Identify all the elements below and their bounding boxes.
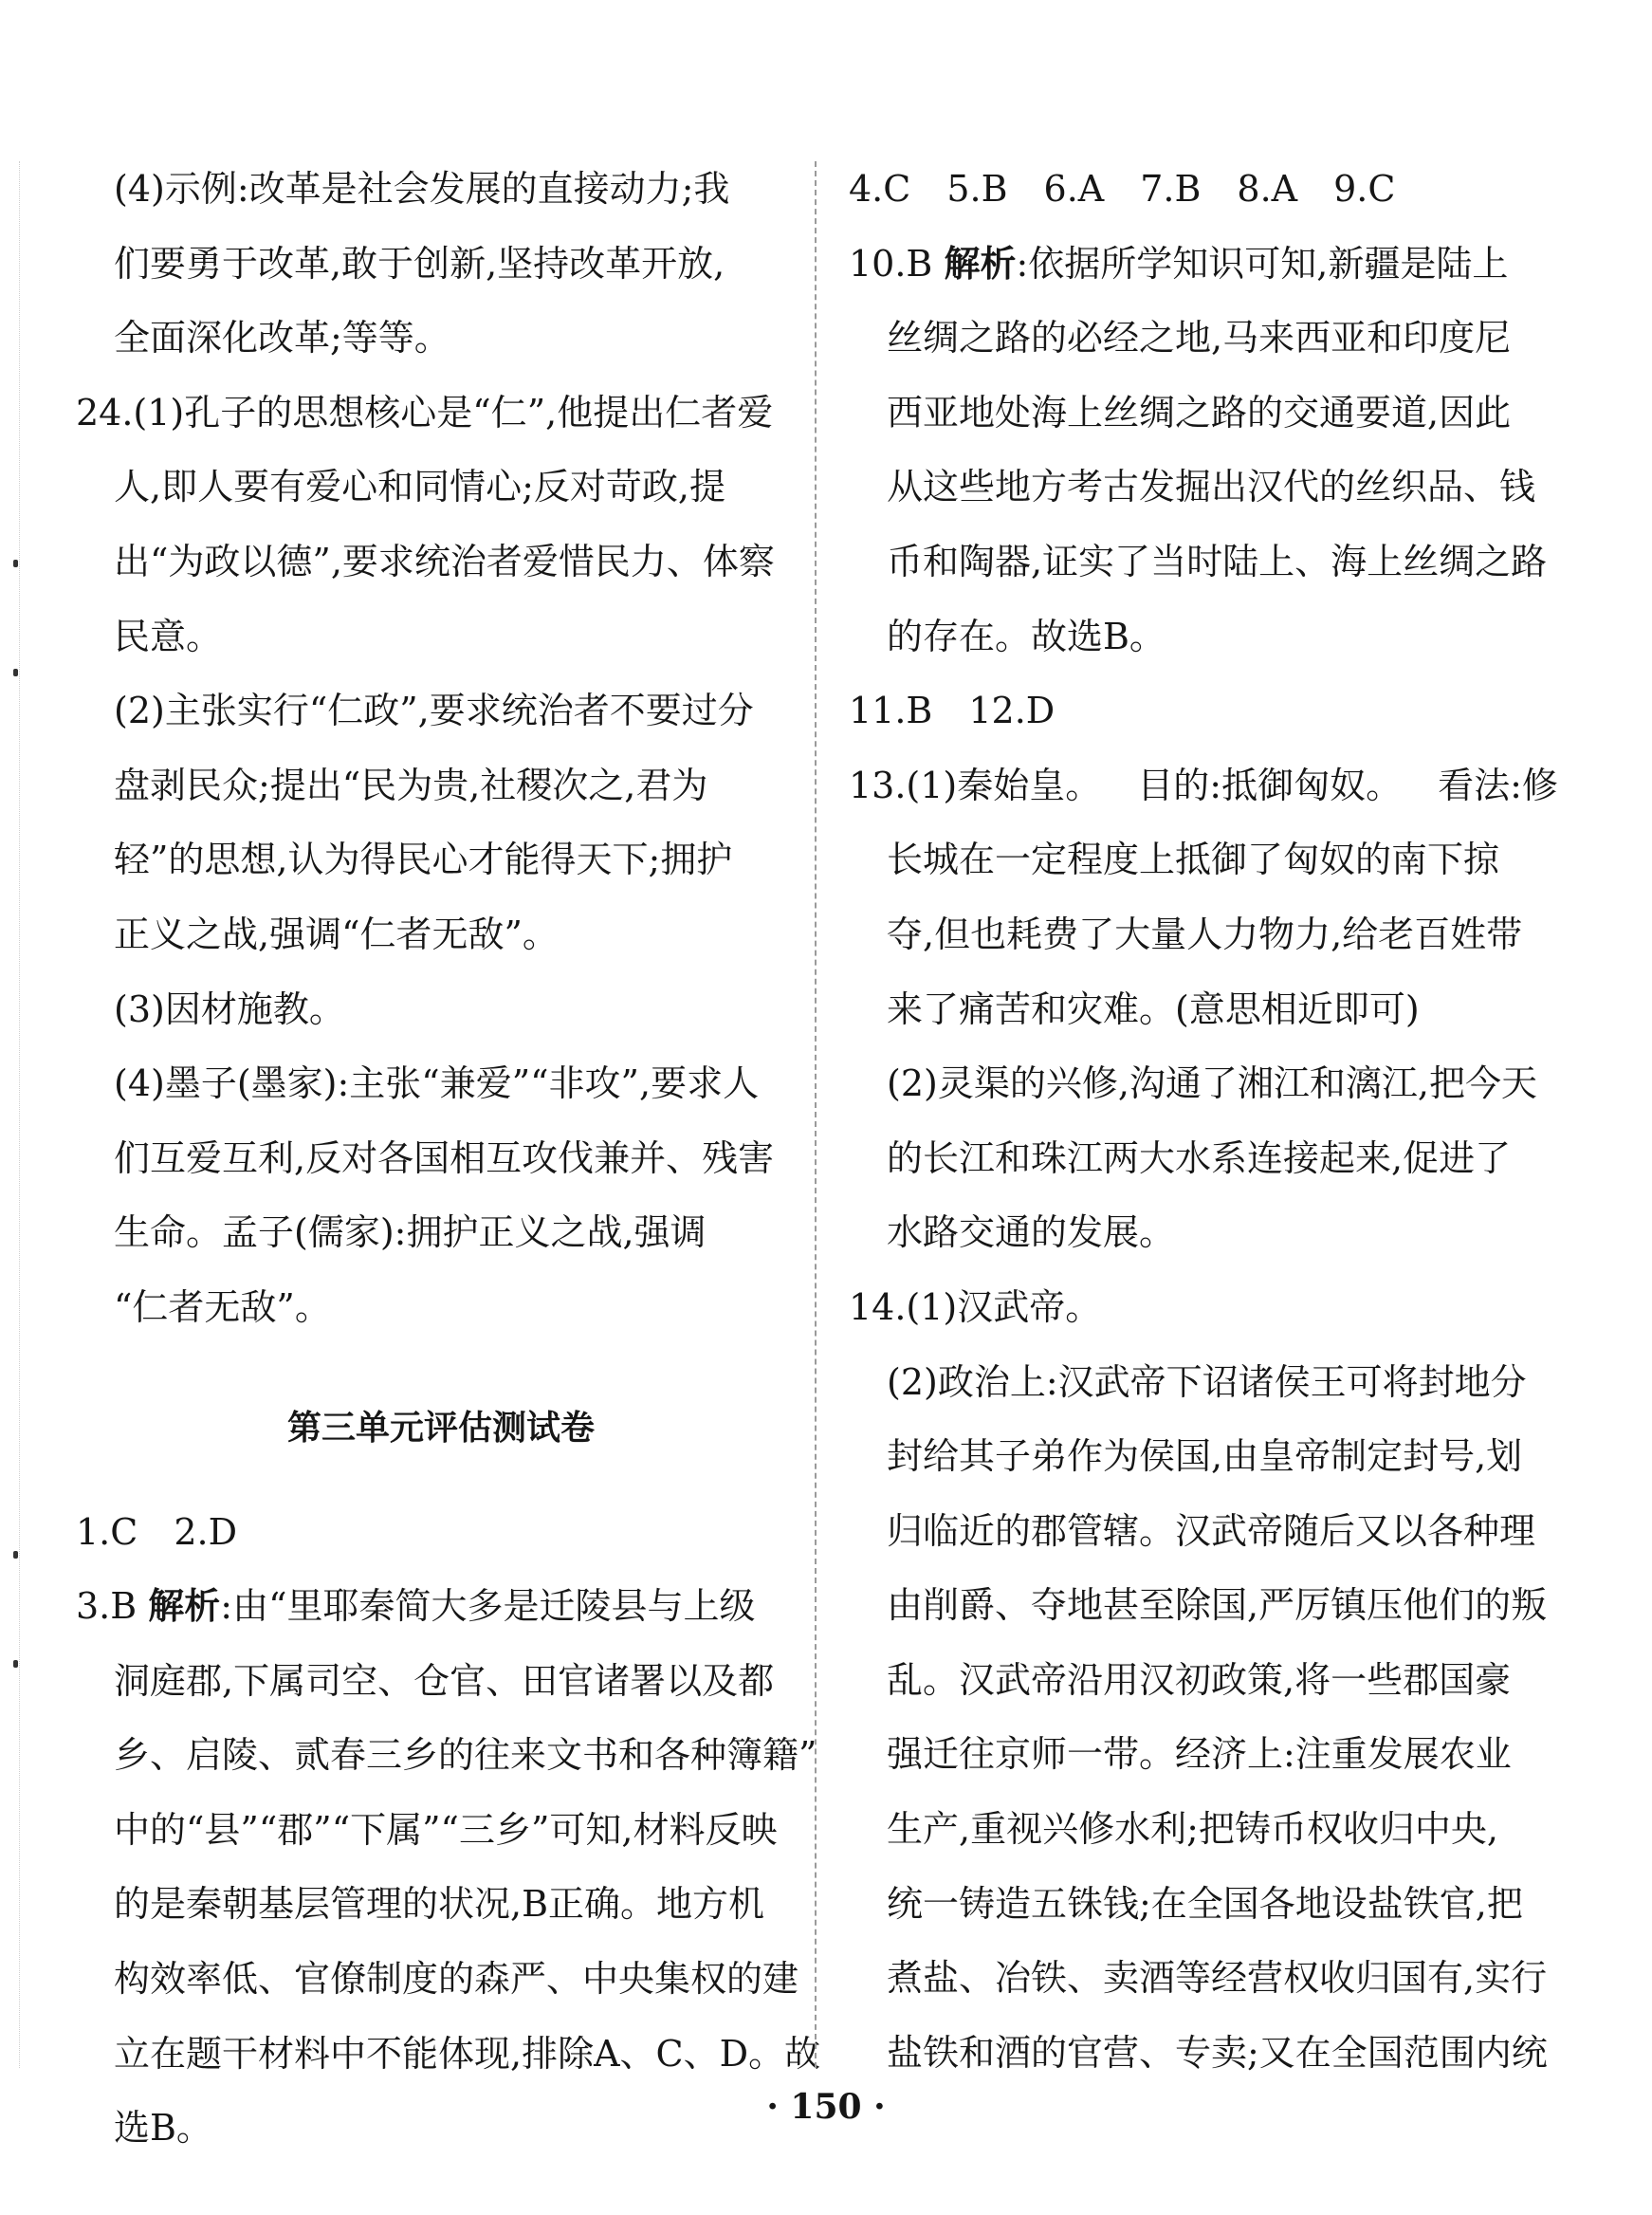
text-line — [849, 301, 1588, 376]
text-line — [849, 227, 1588, 302]
text-line — [849, 525, 1588, 600]
right-column — [849, 152, 1588, 2090]
text-line: 人,即人要有爱心和同情心;反对苛政,提 — [114, 466, 725, 508]
margin-rule — [19, 161, 20, 2068]
text-run: 由削爵、夺地甚至除国,严厉镇压他们的叛 — [887, 1584, 1548, 1627]
text-run: 长城在一定程度上抵御了匈奴的南下掠 — [887, 839, 1500, 881]
text-line — [849, 822, 1588, 897]
text-run: (2)政治上:汉武帝下诏诸侯王可将封地分 — [887, 1360, 1527, 1403]
analysis-label: 解析 — [148, 1585, 221, 1628]
text-line: 盘剥民众;提出“民为贵,社稷次之,君为 — [114, 764, 708, 806]
text-line — [76, 2017, 821, 2092]
text-line: 24.(1)孔子的思想核心是“仁”,他提出仁者爱 — [76, 391, 774, 434]
text-line: (2)主张实行“仁政”,要求统治者不要过分 — [114, 690, 754, 732]
text-line: 轻”的思想,认为得民心才能得天下;拥护 — [114, 839, 733, 881]
text-line — [849, 376, 1588, 451]
text-run: 强迁往京师一带。经济上:注重发展农业 — [887, 1733, 1512, 1776]
text-run: :由“里耶秦简大多是迁陵县与上级 — [220, 1585, 756, 1628]
text-run: 6.A — [1043, 168, 1105, 210]
text-run: 的是秦朝基层管理的状况,B正确。地方机 — [114, 1883, 765, 1926]
text-line — [849, 1867, 1588, 1942]
text-line — [849, 450, 1588, 525]
text-line — [849, 600, 1588, 674]
text-line — [849, 1643, 1588, 1718]
text-line — [849, 152, 1588, 227]
text-line: 全面深化改革;等等。 — [114, 317, 450, 360]
text-run: 西亚地处海上丝绸之路的交通要道,因此 — [887, 391, 1512, 434]
text-run: 煮盐、冶铁、卖酒等经营权收归国有,实行 — [887, 1957, 1548, 2000]
text-run: 洞庭郡,下属司空、仓官、田官诸署以及都 — [114, 1659, 775, 1702]
column-divider — [815, 161, 817, 2068]
text-run: 目的:抵御匈奴。 — [1137, 764, 1403, 806]
text-run: 来了痛苦和灾难。(意思相近即可) — [887, 988, 1420, 1030]
text-run: 夺,但也耗费了大量人力物力,给老百姓带 — [887, 913, 1523, 955]
text-run: 13.(1)秦始皇。 — [849, 764, 1102, 806]
text-run: 2.D — [174, 1510, 238, 1553]
text-line — [849, 1941, 1588, 2016]
text-run: 12.D — [968, 690, 1055, 732]
text-run: 选B。 — [114, 2107, 212, 2150]
text-run: 4.C — [849, 168, 911, 210]
text-line: 们互爱互利,反对各国相互攻伐兼并、残害 — [114, 1136, 775, 1179]
binding-mark — [13, 1660, 18, 1668]
binding-mark — [13, 560, 18, 567]
text-run: 水路交通的发展。 — [887, 1211, 1176, 1254]
text-run: 11.B — [849, 690, 933, 732]
text-line — [76, 1867, 806, 1942]
text-line: (4)墨子(墨家):主张“兼爱”“非攻”,要求人 — [114, 1062, 760, 1105]
text-run: 乱。汉武帝沿用汉初政策,将一些郡国豪 — [887, 1658, 1512, 1701]
text-line — [849, 1717, 1588, 1792]
text-line — [849, 1568, 1588, 1643]
text-line — [849, 1419, 1588, 1494]
text-run: 币和陶器,证实了当时陆上、海上丝绸之路 — [887, 540, 1548, 582]
text-line — [849, 1121, 1588, 1196]
text-run: 丝绸之路的必经之地,马来西亚和印度尼 — [887, 317, 1512, 360]
text-line — [76, 1793, 806, 1868]
text-run: 生产,重视兴修水利;把铸币权收归中央, — [887, 1808, 1498, 1851]
left-column-lines — [76, 152, 806, 1345]
text-line — [76, 1495, 806, 1570]
text-run: 14.(1)汉武帝。 — [849, 1285, 1102, 1328]
text-run: 归临近的郡管辖。汉武帝随后又以各种理 — [887, 1509, 1536, 1552]
text-line: 出“为政以德”,要求统治者爱惜民力、体察 — [114, 540, 775, 582]
text-line — [849, 1046, 1588, 1121]
text-line — [849, 748, 1588, 823]
text-run: 的长江和珠江两大水系连接起来,促进了 — [887, 1136, 1512, 1179]
text-line — [849, 1270, 1588, 1345]
text-run: 立在题干材料中不能体现,排除A、C、D。故 — [114, 2032, 821, 2075]
text-run: (2)灵渠的兴修,沟通了湘江和漓江,把今天 — [887, 1062, 1537, 1105]
text-line — [849, 674, 1588, 748]
text-line: (3)因材施教。 — [114, 988, 345, 1030]
text-run: 从这些地方考古发掘出汉代的丝织品、钱 — [887, 466, 1536, 508]
text-line: 们要勇于改革,敢于创新,坚持改革开放, — [114, 242, 725, 285]
text-line — [76, 1644, 806, 1719]
text-run: 10.B — [849, 242, 945, 285]
text-line — [76, 1718, 817, 1793]
text-line: 正义之战,强调“仁者无敌”。 — [114, 913, 559, 955]
section-heading: 第三单元评估测试卷 — [286, 1408, 595, 1448]
text-line: “仁者无敌”。 — [114, 1285, 331, 1328]
text-run: 盐铁和酒的官营、专卖;又在全国范围内统 — [887, 2031, 1548, 2074]
binding-mark — [13, 669, 18, 676]
text-line — [849, 1792, 1588, 1867]
text-line — [849, 2016, 1588, 2091]
text-line — [849, 972, 1588, 1047]
text-run: 1.C — [76, 1510, 138, 1553]
analysis-label: 解析 — [944, 242, 1017, 285]
page-number: · 150 · — [766, 2087, 886, 2127]
text-run: 封给其子弟作为侯国,由皇帝制定封号,划 — [887, 1435, 1523, 1478]
text-line — [76, 1942, 806, 2017]
text-run: 乡、启陵、贰春三乡的往来文书和各种簿籍” — [114, 1734, 817, 1777]
text-line — [849, 1345, 1588, 1420]
text-line — [849, 1195, 1588, 1270]
text-line — [849, 897, 1588, 972]
text-run: 的存在。故选B。 — [887, 615, 1166, 657]
binding-mark — [13, 1551, 18, 1559]
text-line — [849, 1494, 1588, 1569]
text-run: 8.A — [1237, 168, 1298, 210]
text-line: 生命。孟子(儒家):拥护正义之战,强调 — [114, 1211, 707, 1254]
text-run: 统一铸造五铢钱;在全国各地设盐铁官,把 — [887, 1882, 1523, 1925]
text-run: 5.B — [946, 168, 1008, 210]
text-line: 民意。 — [114, 615, 223, 657]
text-line — [76, 1569, 806, 1644]
text-run: 3.B — [76, 1585, 149, 1628]
text-run: 看法:修 — [1438, 764, 1558, 806]
left-column — [76, 152, 821, 2166]
text-run: 7.B — [1140, 168, 1202, 210]
text-line: (4)示例:改革是社会发展的直接动力;我 — [114, 168, 730, 210]
text-run: :依据所学知识可知,新疆是陆上 — [1016, 242, 1509, 285]
text-run: 9.C — [1333, 168, 1396, 210]
right-column-lines — [849, 152, 1588, 2090]
text-run: 构效率低、官僚制度的森严、中央集权的建 — [114, 1958, 799, 2001]
left-column-answers — [76, 1495, 821, 2166]
text-run: 中的“县”“郡”“下属”“三乡”可知,材料反映 — [114, 1808, 778, 1851]
